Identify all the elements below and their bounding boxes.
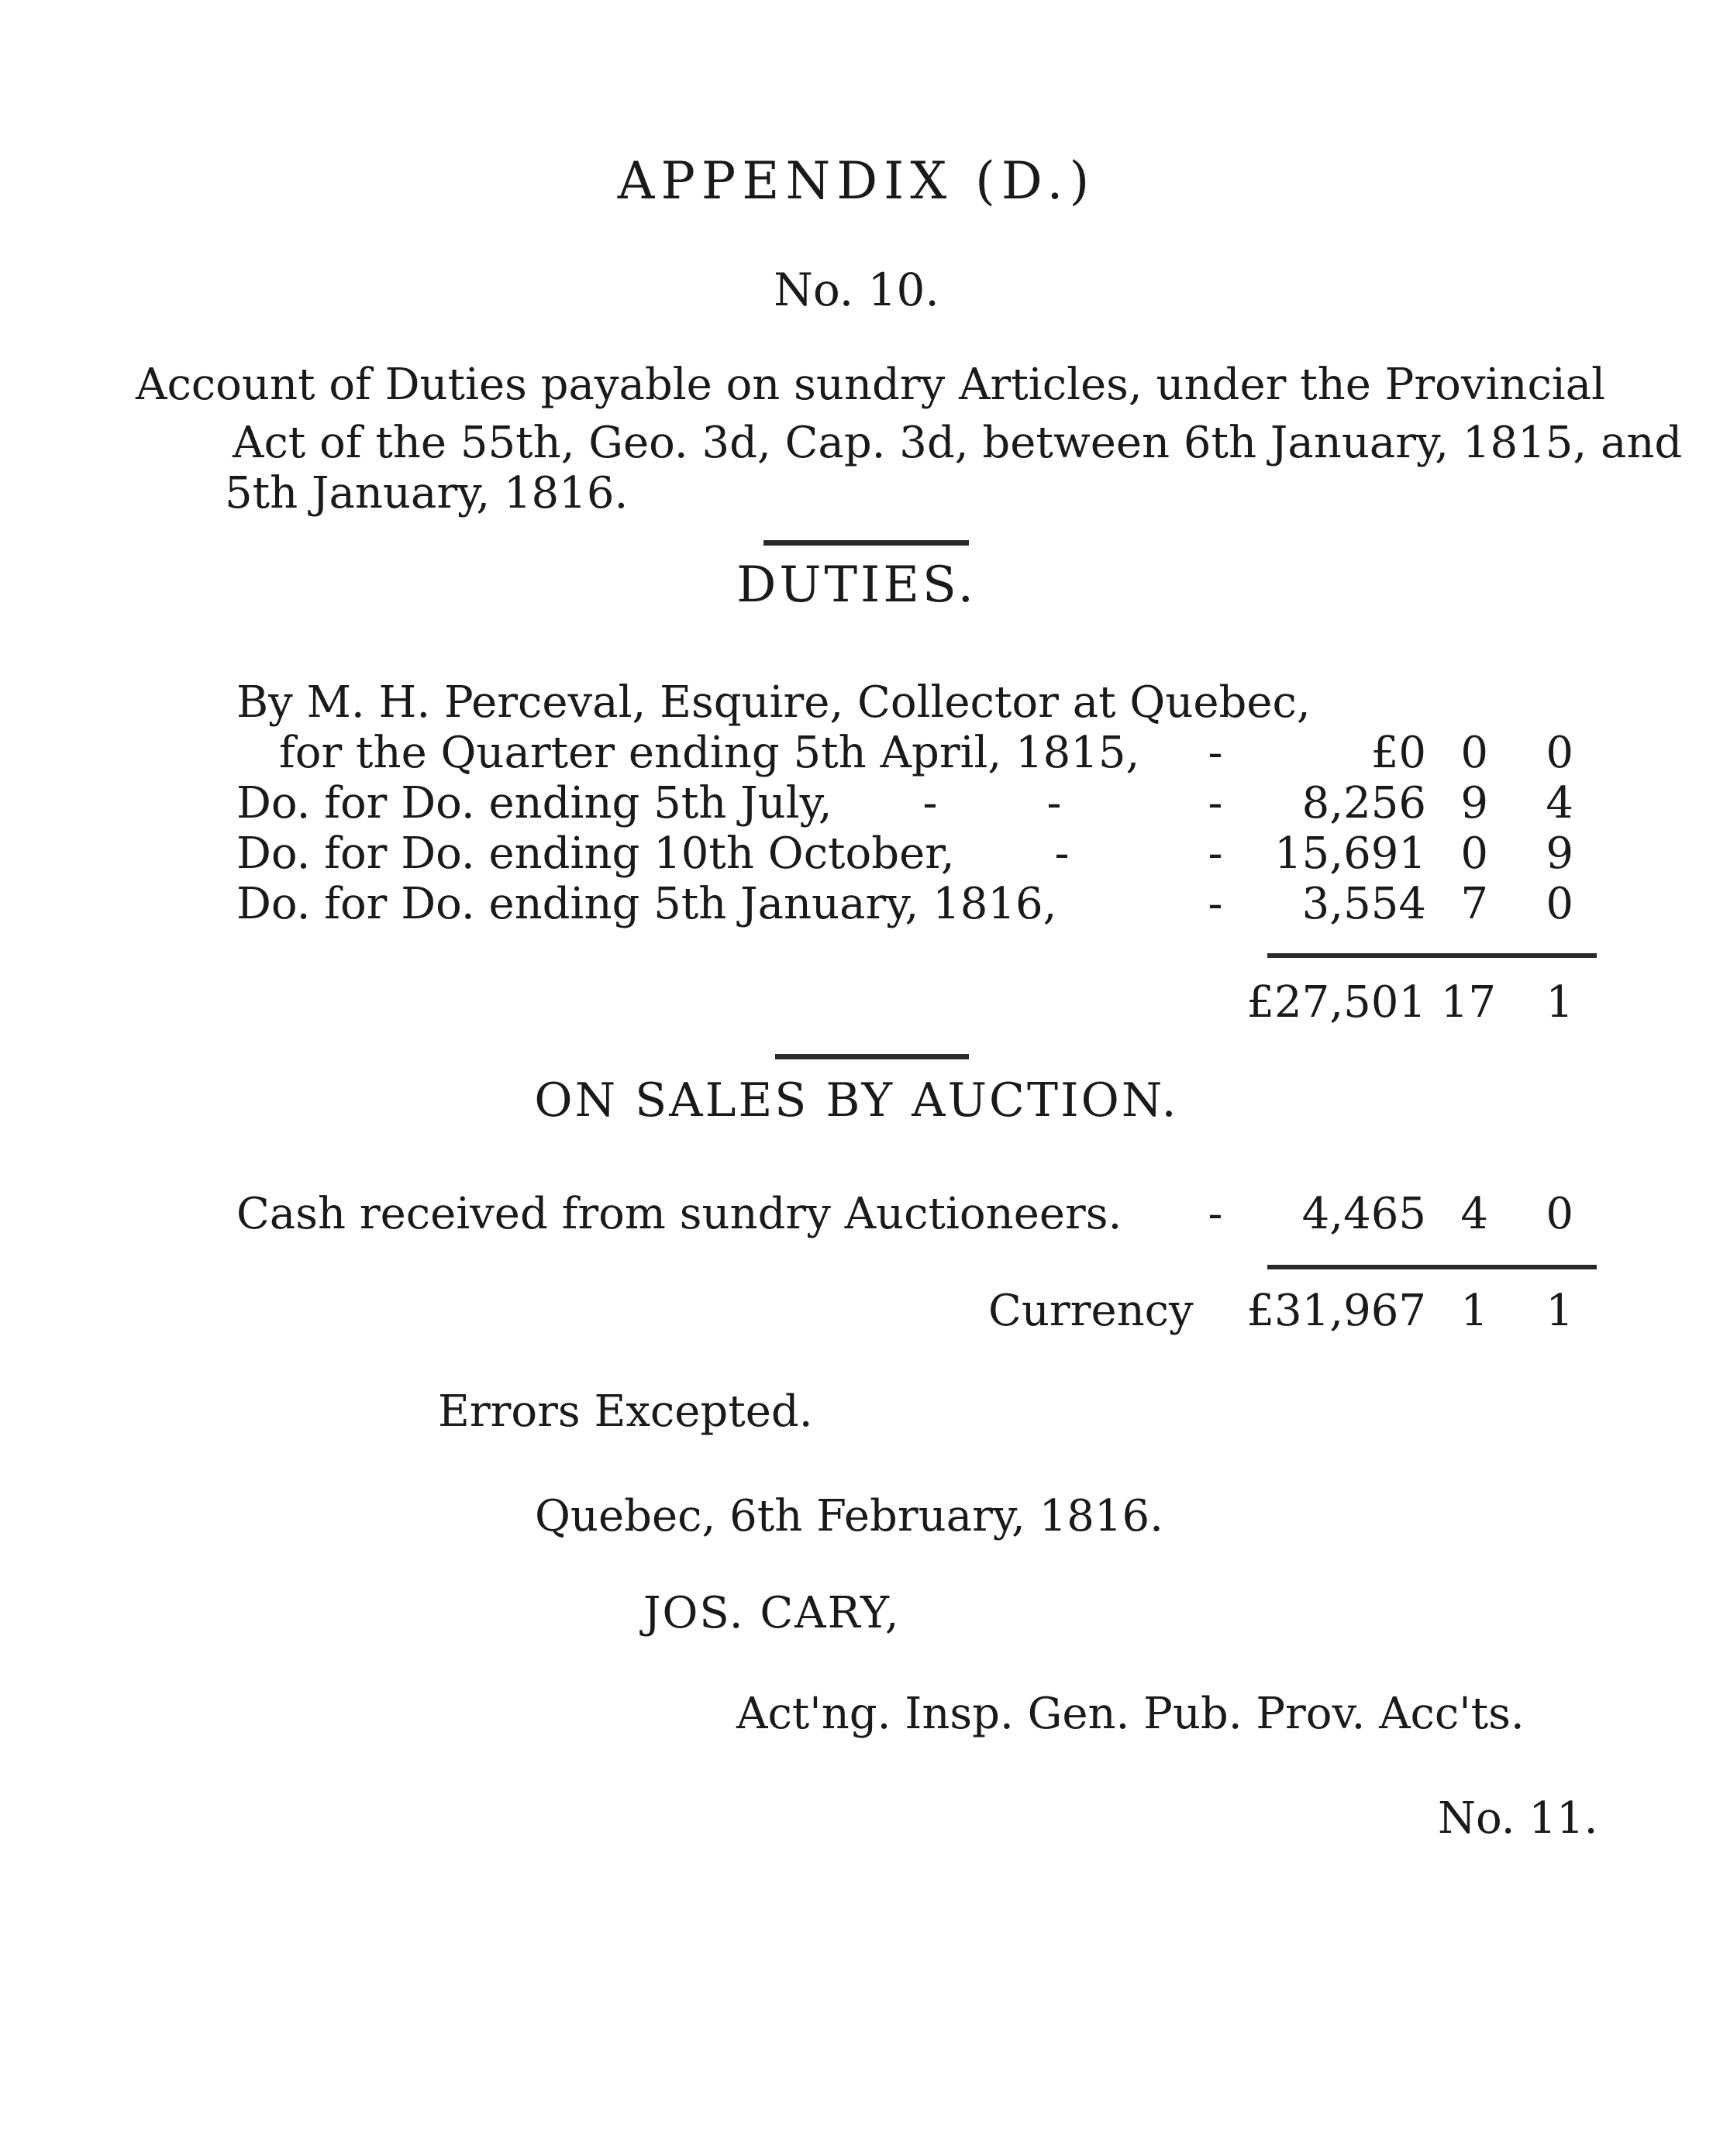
- duty-row-pounds: 8,256: [1301, 778, 1426, 828]
- duties-heading: DUTIES.: [736, 556, 977, 614]
- leader-dash: -: [1208, 879, 1223, 929]
- intro-line-2: Act of the 55th, Geo. 3d, Cap. 3d, between 6th January, 1815, and: [233, 418, 1683, 468]
- duties-intro-line: By M. H. Perceval, Esquire, Collector at Quebec,: [236, 677, 1311, 728]
- divider-rule: [763, 540, 969, 546]
- errors-excepted: Errors Excepted.: [438, 1386, 813, 1437]
- leader-dash: -: [922, 778, 938, 828]
- duty-row-shillings: 0: [1460, 728, 1488, 778]
- leader-dash: -: [1208, 1189, 1223, 1239]
- duty-row-label: for the Quarter ending 5th April, 1815,: [279, 728, 1140, 778]
- duty-row-pence: 0: [1546, 879, 1573, 929]
- place-date: Quebec, 6th February, 1816.: [535, 1491, 1163, 1541]
- next-page-number: No. 11.: [1438, 1793, 1598, 1844]
- auction-heading: ON SALES BY AUCTION.: [534, 1073, 1179, 1128]
- duty-row-pounds: £0: [1370, 728, 1426, 778]
- signatory-name: JOS. CARY,: [643, 1588, 901, 1638]
- duty-row-pounds: 15,691: [1274, 828, 1426, 879]
- duty-row-shillings: 0: [1460, 828, 1488, 879]
- intro-line-1: Account of Duties payable on sundry Articles, under the Provincial: [136, 360, 1606, 410]
- duty-row-pence: 4: [1546, 778, 1573, 828]
- page-title: APPENDIX (D.): [617, 151, 1096, 211]
- leader-dash: -: [1208, 778, 1223, 828]
- auction-shillings: 4: [1460, 1189, 1488, 1239]
- leader-dash: -: [1208, 728, 1223, 778]
- duties-total-shillings: 17: [1440, 977, 1496, 1028]
- auction-pence: 0: [1546, 1189, 1573, 1239]
- leader-dash: -: [1208, 828, 1223, 879]
- auction-row-label: Cash received from sundry Auctioneers.: [236, 1189, 1122, 1239]
- currency-pounds: £31,967: [1246, 1286, 1426, 1336]
- intro-line-3: 5th January, 1816.: [225, 468, 629, 518]
- leader-dash: -: [1054, 828, 1070, 879]
- total-rule: [1267, 953, 1597, 958]
- duty-row-shillings: 7: [1460, 879, 1488, 929]
- appendix-number: No. 10.: [774, 263, 939, 316]
- duties-total-pence: 1: [1546, 977, 1573, 1028]
- duty-row-shillings: 9: [1460, 778, 1488, 828]
- currency-label: Currency: [988, 1286, 1194, 1336]
- currency-shillings: 1: [1460, 1286, 1488, 1336]
- duties-total-pounds: £27,501: [1246, 977, 1426, 1028]
- duty-row-pounds: 3,554: [1301, 879, 1426, 929]
- auction-pounds: 4,465: [1301, 1189, 1426, 1239]
- duty-row-label: Do. for Do. ending 5th January, 1816,: [236, 879, 1057, 929]
- currency-rule: [1267, 1265, 1597, 1269]
- duty-row-label: Do. for Do. ending 5th July,: [236, 778, 832, 828]
- leader-dash: -: [1046, 778, 1062, 828]
- signatory-title: Act'ng. Insp. Gen. Pub. Prov. Acc'ts.: [736, 1689, 1525, 1739]
- currency-pence: 1: [1546, 1286, 1573, 1336]
- duty-row-label: Do. for Do. ending 10th October,: [236, 828, 955, 879]
- duty-row-pence: 0: [1546, 728, 1573, 778]
- duty-row-pence: 9: [1546, 828, 1573, 879]
- divider-rule: [775, 1054, 969, 1059]
